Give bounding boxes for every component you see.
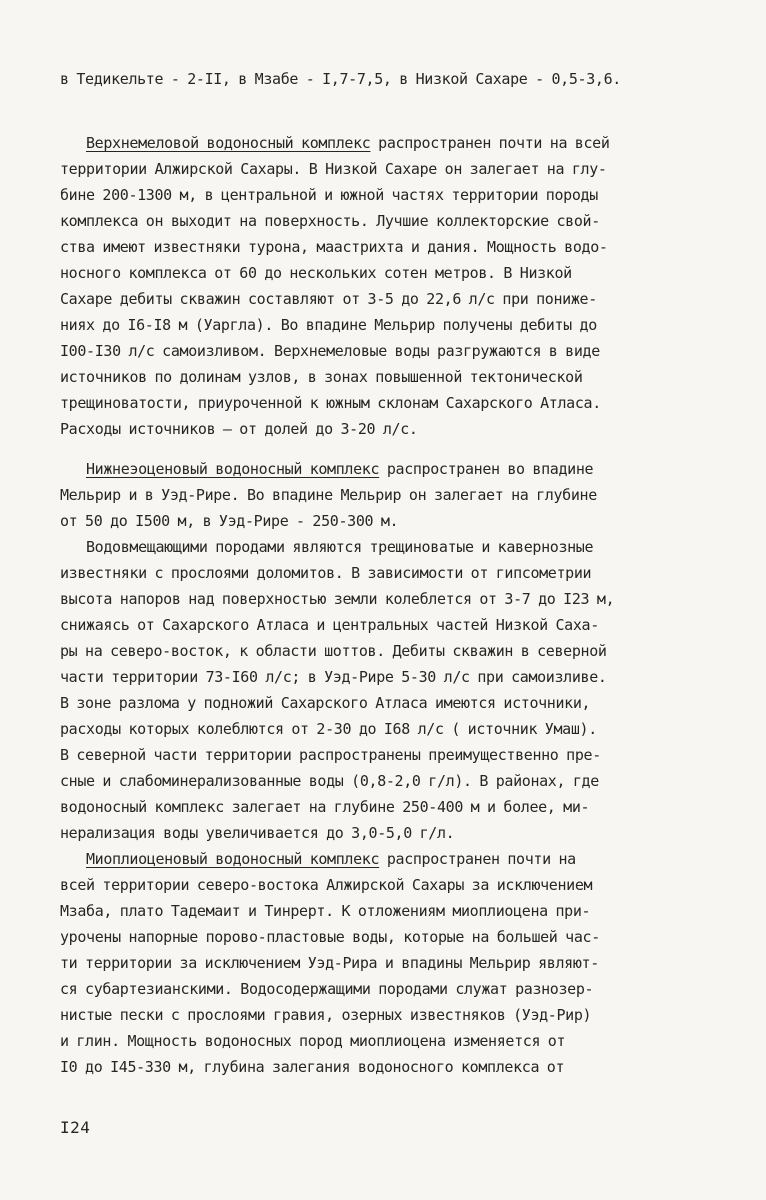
text-line: снижаясь от Сахарского Атласа и центральных частей Низкой Саха- (60, 616, 599, 634)
section-heading-miopliocene: Миоплиоценовый водоносный комплекс (86, 850, 380, 868)
text-line: территории Алжирской Сахары. В Низкой Сахаре он залегает на глу- (60, 160, 607, 178)
upper-cretaceous-paragraph (60, 130, 740, 442)
text-line: I00-I30 л/с самоизливом. Верхнемеловые воды разгружаются в виде (60, 342, 600, 360)
text-line: урочены напорные порово-пластовые воды, которые на большей час- (60, 928, 600, 946)
lower-eocene-paragraph (60, 456, 740, 846)
text-line: комплекса он выходит на поверхность. Лучшие коллекторские свой- (60, 212, 600, 230)
text-line: Водовмещающими породами являются трещиноватые и кавернозные (86, 538, 594, 556)
text-line: Мзаба, плато Тадемаит и Тинрерт. К отложениям миоплиоцена при- (60, 902, 591, 920)
text-line: нистые пески с прослоями гравия, озерных известняков (Уэд-Рир) (60, 1006, 592, 1024)
text-line: в Тедикельте - 2-II, в Мзабе - I,7-7,5, в Низкой Сахаре - 0,5-3,6. (60, 70, 621, 88)
text-line: расходы которых колеблются от 2-30 до I68 л/с ( источник Умаш). (60, 720, 597, 738)
text-line: I0 до I45-330 м, глубина залегания водоносного комплекса от (60, 1058, 565, 1076)
text-line: Нижнеэоценовый водоносный комплекс распространен во впадине (86, 460, 594, 478)
text-line: В зоне разлома у подножий Сахарского Атласа имеются источники, (60, 694, 591, 712)
text-line: части территории 73-I60 л/с; в Уэд-Рире 5-30 л/с при самоизливе. (60, 668, 607, 686)
text-line: ры на северо-восток, к области шоттов. Дебиты скважин в северной (60, 642, 607, 660)
text-line: известняки с прослоями доломитов. В зависимости от гипсометрии (60, 564, 592, 582)
section-heading-lower-eocene: Нижнеэоценовый водоносный комплекс (86, 460, 380, 478)
text-line: В северной части территории распространены преимущественно пре- (60, 746, 601, 764)
text-line: высота напоров над поверхностью земли колеблется от 3-7 до I23 м, (60, 590, 615, 608)
text-line: Мельрир и в Уэд-Рире. Во впадине Мельрир он залегает на глубине (60, 486, 597, 504)
text-line: водоносный комплекс залегает на глубине 250-400 м и более, ми- (60, 798, 590, 816)
text-line: от 50 до I500 м, в Уэд-Рире - 250-300 м. (60, 512, 399, 530)
text-line: ниях до I6-I8 м (Уаргла). Во впадине Мельрир получены дебиты до (60, 316, 597, 334)
section-heading-upper-cretaceous: Верхнемеловой водоносный комплекс (86, 134, 371, 152)
text-line: Сахаре дебиты скважин составляют от 3-5 до 22,6 л/с при пониже- (60, 290, 597, 308)
text-line: всей территории северо-востока Алжирской Сахары за исключением (60, 876, 593, 894)
text-line: трещиноватости, приуроченной к южным склонам Сахарского Атласа. (60, 394, 601, 412)
text-line: и глин. Мощность водоносных пород миоплиоцена изменяется от (60, 1032, 566, 1050)
text-line: сные и слабоминерализованные воды (0,8-2,0 г/л). В районах, где (60, 772, 599, 790)
miopliocene-paragraph (60, 846, 740, 1080)
text-line: ти территории за исключением Уэд-Рира и впадины Мельрир являют- (60, 954, 599, 972)
text-line: бине 200-1300 м, в центральной и южной частях территории породы (60, 186, 598, 204)
first-line-block (60, 66, 740, 92)
page-number: I24 (60, 1118, 91, 1137)
text-line: Миоплиоценовый водоносный комплекс распространен почти на (86, 850, 576, 868)
text-line: ся субартезианскими. Водосодержащими породами служат разнозер- (60, 980, 594, 998)
text-line: нерализация воды увеличивается до 3,0-5,0 г/л. (60, 824, 455, 842)
text-line: Верхнемеловой водоносный комплекс распространен почти на всей (86, 134, 610, 152)
text-line: носного комплекса от 60 до нескольких сотен метров. В Низкой (60, 264, 572, 282)
text-line: ства имеют известняки турона, маастрихта и дания. Мощность водо- (60, 238, 608, 256)
text-line: источников по долинам узлов, в зонах повышенной тектонической (60, 368, 583, 386)
text-line: Расходы источников — от долей до 3-20 л/с. (60, 420, 418, 438)
